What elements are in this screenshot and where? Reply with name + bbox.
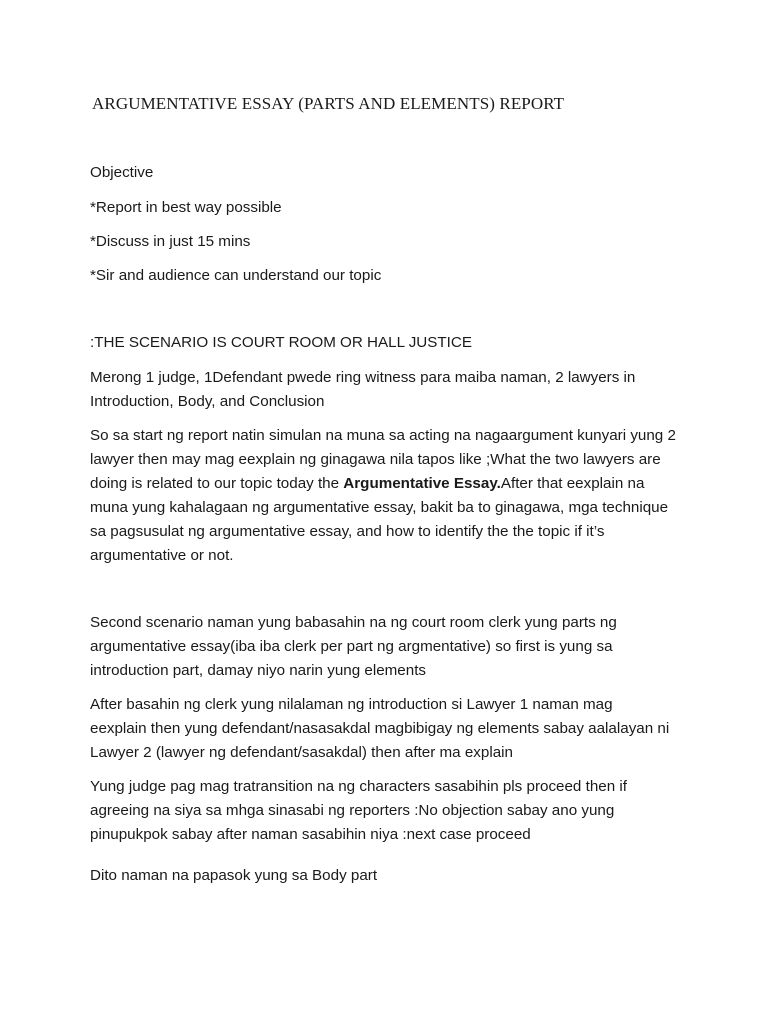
objective-item-2: *Discuss in just 15 mins [90,233,251,250]
objective-heading: Objective [90,164,154,181]
paragraph-start [90,424,680,568]
document-title: ARGUMENTATIVE ESSAY (PARTS AND ELEMENTS) REPORT [92,94,565,113]
scenario-heading: :THE SCENARIO IS COURT ROOM OR HALL JUSTICE [90,334,472,351]
paragraph-start-continued: After that eexplain na muna yung kahalagaan ng argumentative essay, bakit ba to ginagawa, mga technique sa pagsusulat ng argumentative essay, and how to identify the the topic if it’s argumentative or not. [90,475,669,564]
objective-item-1: *Report in best way possible [90,199,282,216]
paragraph-second-scenario: Second scenario naman yung babasahin na ng court room clerk yung parts ng argumentative essay(iba iba clerk per part ng argmentative) so first is yung sa introduction part, damay niyo narin yung elements [90,614,617,679]
argumentative-essay-emphasis: Argumentative Essay. [343,475,501,492]
paragraph-body-part: Dito naman na papasok yung sa Body part [90,867,378,884]
objective-item-3: *Sir and audience can understand our topic [90,267,382,284]
paragraph-clerk: After basahin ng clerk yung nilalaman ng introduction si Lawyer 1 naman mag eexplain then yung defendant/nasasakdal magbibigay ng elements sabay aalalayan ni Lawyer 2 (lawyer ng defendant/sasakdal) then after ma explain [90,696,670,761]
paragraph-judge: Yung judge pag mag tratransition na ng characters sasabihin pls proceed then if agreeing na siya sa mhga sinasabi ng reporters :No objection sabay ano yung pinupukpok sabay after naman sasabihin niya :next case proceed [90,778,627,843]
paragraph-start-text: So sa start ng report natin simulan na muna sa acting na nagaargument kunyari yung 2 lawyer then may mag eexplain ng ginagawa nila tapos like ;What the two lawyers are doing is related to our topic today the [90,427,676,492]
paragraph-cast: Merong 1 judge, 1Defendant pwede ring witness para maiba naman, 2 lawyers in Introduction, Body, and Conclusion [90,369,636,410]
